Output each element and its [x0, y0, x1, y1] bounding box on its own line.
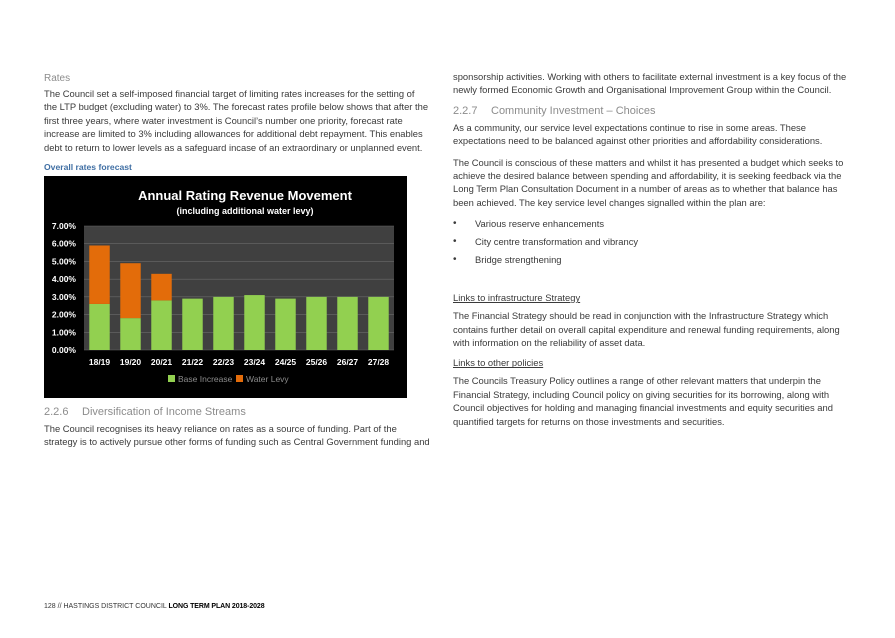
x-tick-label: 27/28: [367, 357, 390, 368]
rates-heading: Rates: [44, 73, 71, 84]
list-item-text: Bridge strengthening: [475, 254, 562, 266]
x-tick-label: 19/20: [119, 357, 142, 368]
section-title: Diversification of Income Streams: [82, 406, 246, 419]
x-tick-label: 18/19: [88, 357, 111, 368]
list-item-text: Various reserve enhancements: [475, 218, 605, 230]
list-item: [453, 217, 851, 230]
bar-base-increase: [368, 297, 388, 350]
x-tick-label: 21/22: [181, 357, 204, 368]
continuation-paragraph: sponsorship activities. Working with others to facilitate external investment is a key focus of the newly formed Economic Growth and Organisational Improvement Group within the Council.: [453, 71, 847, 96]
legend-swatch-base-increase: [168, 375, 175, 382]
bar-base-increase: [182, 299, 202, 350]
bar-water-levy: [151, 274, 171, 301]
bar-water-levy: [89, 246, 109, 304]
section-heading-2-2-7: [453, 105, 851, 117]
diversification-paragraph: The Council recognises its heavy reliance on rates as a source of funding. Part of the strategy is to actively pursue other forms of funding such as Central Government funding and: [44, 423, 430, 448]
x-tick-label: 25/26: [305, 357, 328, 368]
x-tick-label: 20/21: [150, 357, 173, 368]
bar-base-increase: [89, 304, 109, 350]
list-item-text: City centre transformation and vibrancy: [475, 236, 639, 248]
chart-subtitle: (including additional water levy): [176, 206, 314, 217]
y-tick-label: 4.00%: [51, 274, 76, 285]
legend-label-base-increase: Base Increase: [178, 374, 233, 385]
x-tick-label: 22/23: [212, 357, 235, 368]
y-tick-label: 2.00%: [51, 309, 76, 320]
bar-base-increase: [306, 297, 326, 350]
links-infrastructure-paragraph: The Financial Strategy should be read in conjunction with the Infrastructure Strategy which contains further detail on overall capital expenditure and renewal funding requirements, along with information on the reliability of asset data.: [453, 310, 840, 349]
links-policies-paragraph: The Councils Treasury Policy outlines a range of other relevant matters that underpin the Financial Strategy, including Council policy on giving securities for its borrowing, along with Council objectives for holding and managing financial investments and equity securities and quantified targets for returns on those investments and securities.: [453, 375, 833, 427]
y-tick-label: 3.00%: [51, 291, 76, 302]
bullet-icon: •: [453, 236, 457, 248]
bar-base-increase: [244, 295, 264, 350]
rates-paragraph: The Council set a self-imposed financial target of limiting rates increases for the setting of the LTP budget (excluding water) to 3%. The forecast rates profile below shows that after the first three years, where water investment is Council’s number one priority, forecast rate increase are limited to 3% including allowances for additional debt repayment. This enables debt to return to lower levels as a safeguard incase of an extraordinary or unplanned event.: [44, 88, 429, 153]
x-tick-label: 23/24: [243, 357, 266, 368]
legend-label-water-levy: Water Levy: [246, 374, 289, 385]
community-paragraph-1: As a community, our service level expectations continue to rise in some areas. These expectations need to be balanced against other priorities and affordability considerations.: [453, 121, 823, 147]
list-item: [453, 235, 851, 248]
right-column: [453, 70, 851, 436]
section-heading-2-2-6: [44, 406, 430, 418]
page-footer: [44, 603, 265, 610]
section-number: 2.2.6: [44, 406, 69, 419]
section-title: Community Investment – Choices: [491, 104, 656, 117]
chart-caption: Overall rates forecast: [44, 162, 132, 173]
bar-water-levy: [120, 263, 140, 318]
bullet-icon: •: [453, 218, 457, 230]
bar-base-increase: [151, 300, 171, 350]
links-policies-heading: Links to other policies: [453, 357, 544, 369]
service-level-list: [453, 217, 851, 266]
rates-chart: [44, 176, 407, 398]
y-tick-label: 6.00%: [51, 238, 76, 249]
x-tick-label: 26/27: [336, 357, 359, 368]
community-paragraph-2: The Council is conscious of these matters and whilst it has presented a budget which seeks to achieve the desired balance between spending and affordability, it is seeking feedback via the Long Term Plan Consultation Document in a number of areas as to whether that balance has been achieved. The key service level changes signalled within the plan are:: [453, 156, 844, 208]
y-tick-label: 5.00%: [51, 256, 76, 267]
x-tick-label: 24/25: [274, 357, 297, 368]
bullet-icon: •: [453, 254, 457, 266]
left-column: [44, 70, 430, 457]
y-tick-label: 1.00%: [51, 327, 76, 338]
legend-swatch-water-levy: [236, 375, 243, 382]
bar-base-increase: [275, 299, 295, 350]
y-tick-label: 7.00%: [51, 221, 76, 232]
bar-base-increase: [213, 297, 233, 350]
bar-base-increase: [337, 297, 357, 350]
chart-title: Annual Rating Revenue Movement: [138, 188, 352, 204]
list-item: [453, 253, 851, 266]
y-tick-label: 0.00%: [51, 345, 76, 356]
footer-page-prefix: 128 // HASTINGS DISTRICT COUNCIL: [44, 603, 169, 610]
section-number: 2.2.7: [453, 104, 478, 117]
footer-plan-title: LONG TERM PLAN 2018-2028: [168, 603, 265, 610]
bar-base-increase: [120, 318, 140, 350]
links-infrastructure-heading: Links to infrastructure Strategy: [453, 292, 581, 304]
